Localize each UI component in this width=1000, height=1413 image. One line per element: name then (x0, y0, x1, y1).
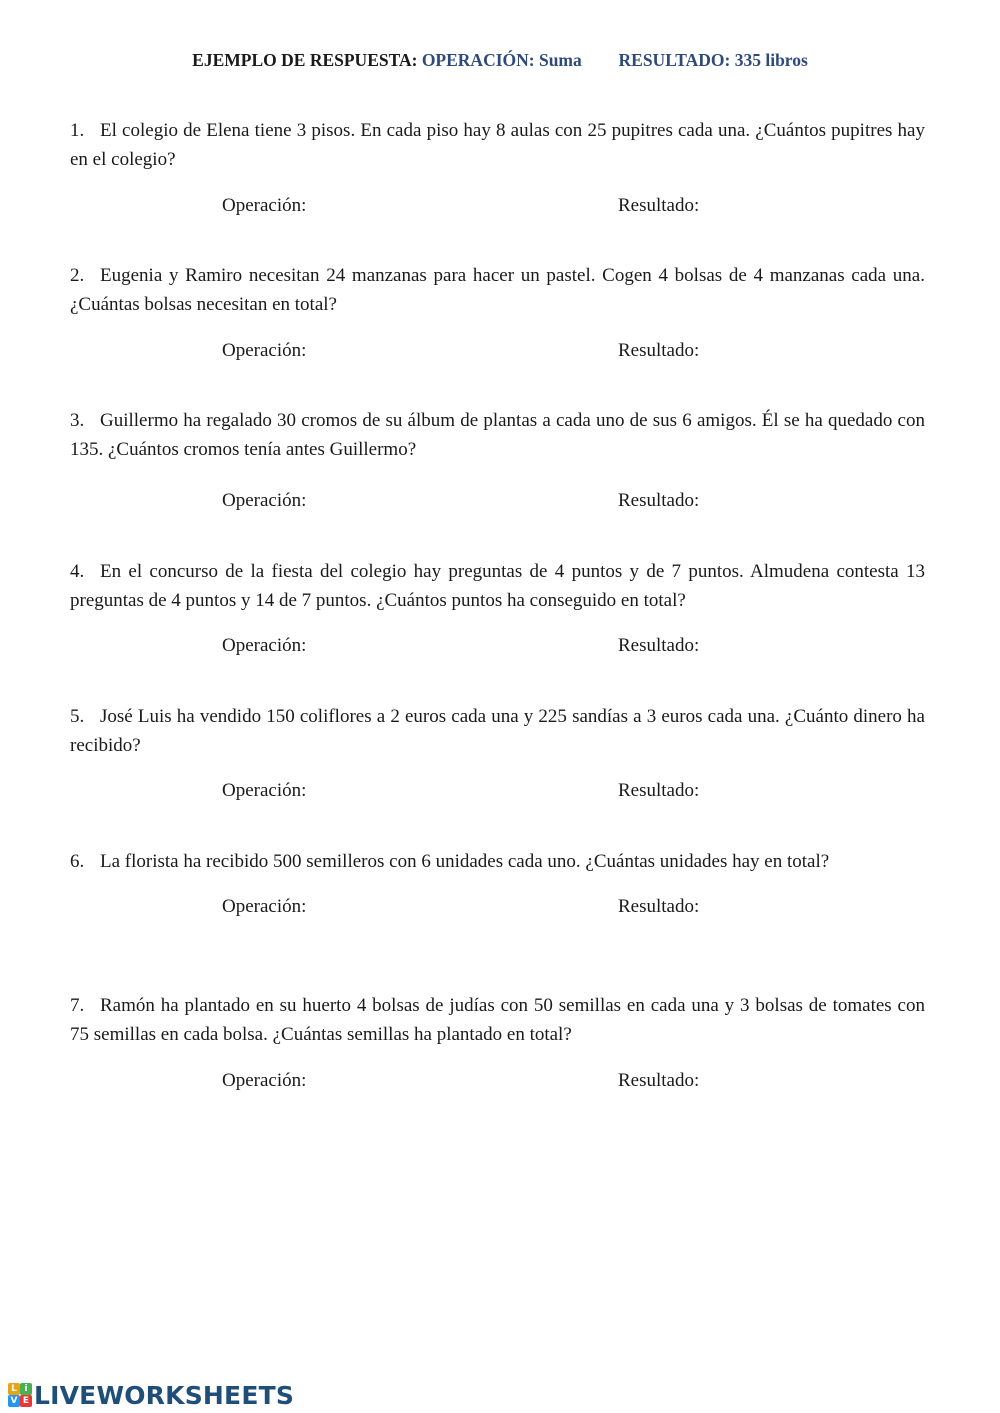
operation-label: Operación: (222, 896, 307, 917)
answer-row-4 (0, 635, 1000, 661)
operation-label: Operación: (222, 490, 307, 511)
result-label: Resultado: (618, 195, 700, 216)
answer-row-1 (0, 195, 1000, 221)
operation-label: Operación: (222, 635, 307, 656)
problem-1 (70, 116, 925, 174)
problem-text: Eugenia y Ramiro necesitan 24 manzanas para hacer un pastel. Cogen 4 bolsas de 4 manzanas cada una.¿Cuántas bolsas necesitan en total? (70, 265, 925, 315)
problem-text: En el concurso de la fiesta del colegio hay preguntas de 4 puntos y de 7 puntos. Almudena contesta 13 preguntas de 4 puntos y 14 de 7 puntos. ¿Cuántos puntos ha conseguido en total? (70, 561, 925, 611)
answer-row-7 (0, 1070, 1000, 1096)
logo-brand-text: LIVEWORKSHEETS (34, 1380, 295, 1410)
result-label: Resultado: (618, 1070, 700, 1091)
example-operation: OPERACIÓN: Suma (421, 50, 582, 70)
answer-row-6 (0, 896, 1000, 922)
operation-label: Operación: (222, 780, 307, 801)
operation-label: Operación: (222, 340, 307, 361)
problem-number: 2. (70, 265, 85, 286)
operation-label: Operación: (222, 195, 307, 216)
problem-text: Ramón ha plantado en su huerto 4 bolsas de judías con 50 semillas en cada una y 3 bolsas de tomates con 75 semillas en cada bolsa. ¿Cuántas semillas ha plantado en total? (70, 995, 925, 1045)
answer-row-3 (0, 490, 1000, 516)
liveworksheets-logo (8, 1381, 294, 1409)
problem-6 (70, 847, 925, 876)
answer-example-header (0, 50, 1000, 71)
problem-number: 7. (70, 995, 85, 1016)
logo-letter: V (8, 1395, 20, 1407)
result-label: Resultado: (618, 490, 700, 511)
problem-number: 6. (70, 851, 85, 872)
problem-number: 4. (70, 561, 85, 582)
operation-label: Operación: (222, 1070, 307, 1091)
problem-4 (70, 557, 925, 615)
problem-5 (70, 702, 925, 760)
problem-2 (70, 261, 925, 319)
problem-number: 5. (70, 706, 85, 727)
problem-7 (70, 991, 925, 1049)
example-result: RESULTADO: 335 libros (618, 50, 808, 70)
logo-mark-icon (8, 1383, 32, 1407)
problem-text: Guillermo ha regalado 30 cromos de su álbum de plantas a cada uno de sus 6 amigos. Él se ha quedado con 135. ¿Cuántos cromos tenía antes Guillermo? (70, 410, 925, 460)
problem-text: El colegio de Elena tiene 3 pisos. En cada piso hay 8 aulas con 25 pupitres cada una. ¿Cuántos pupitres hay en el colegio? (70, 120, 925, 170)
logo-letter: i (20, 1383, 32, 1395)
example-separator: : (411, 50, 418, 70)
example-prefix: EJEMPLO DE RESPUESTA (192, 50, 412, 70)
problem-3 (70, 406, 925, 464)
result-label: Resultado: (618, 896, 700, 917)
logo-letter: E (20, 1395, 32, 1407)
problem-number: 1. (70, 120, 85, 141)
result-label: Resultado: (618, 635, 700, 656)
answer-row-5 (0, 780, 1000, 806)
problem-text: José Luis ha vendido 150 coliflores a 2 euros cada una y 225 sandías a 3 euros cada una. ¿Cuánto dinero ha recibido? (70, 706, 925, 756)
problem-number: 3. (70, 410, 85, 431)
result-label: Resultado: (618, 780, 700, 801)
result-label: Resultado: (618, 340, 700, 361)
logo-letter: L (8, 1383, 20, 1395)
answer-row-2 (0, 340, 1000, 366)
problem-text: La florista ha recibido 500 semilleros con 6 unidades cada uno. ¿Cuántas unidades hay en total? (100, 851, 830, 872)
